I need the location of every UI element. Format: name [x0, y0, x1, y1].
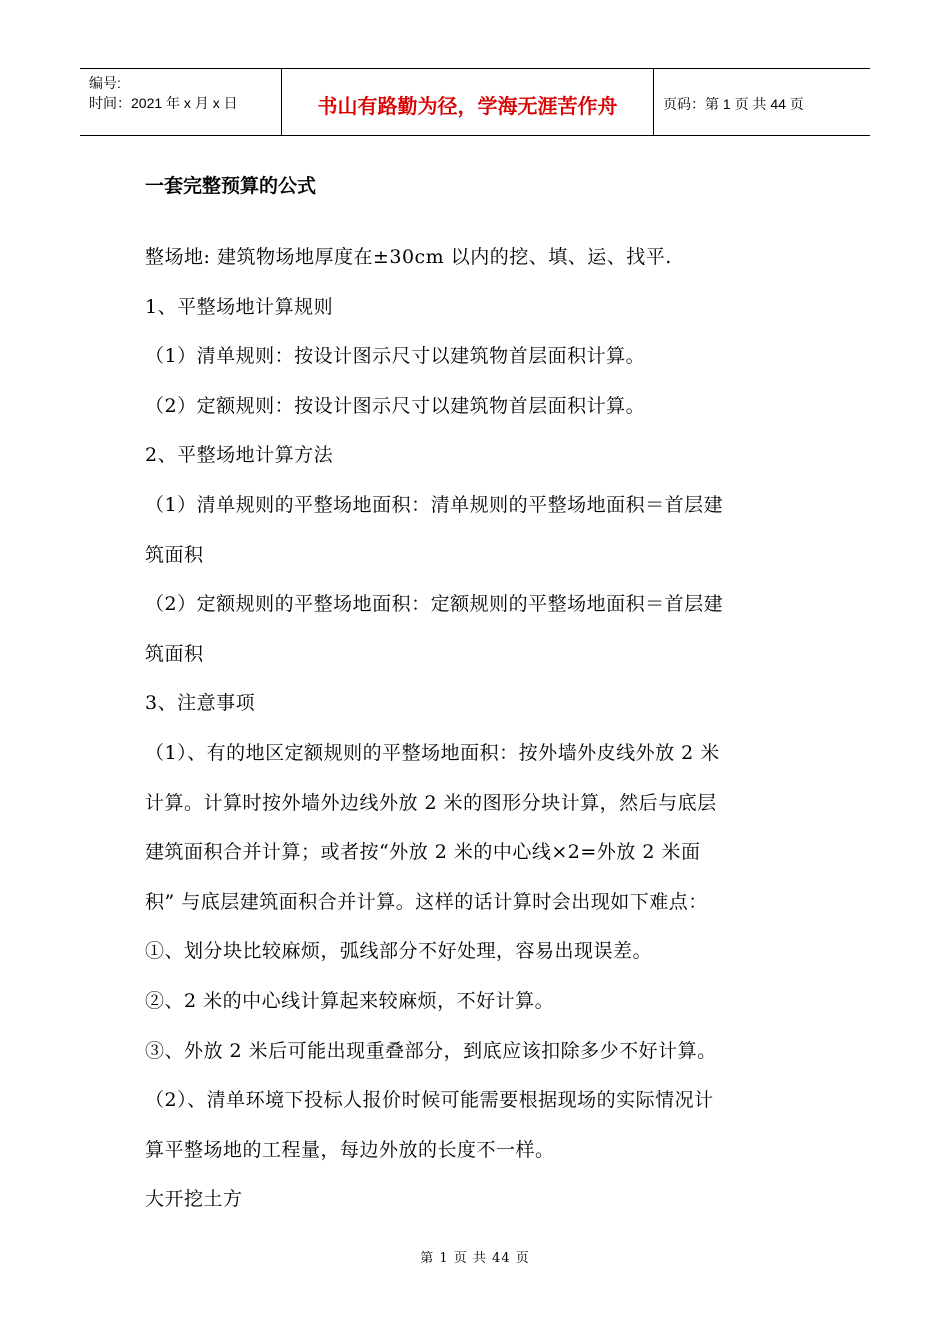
page-footer: 第 1 页 共 44 页 — [420, 1251, 530, 1266]
body-line: （2）、清单环境下投标人报价时候可能需要根据现场的实际情况计 — [145, 1089, 714, 1112]
header-page-info: 页码：第 1 页 共 44 页 — [663, 96, 804, 112]
time-label: 时间：2021 年 x 月 x 日 — [89, 95, 238, 111]
body-line: 1、平整场地计算规则 — [145, 295, 334, 318]
body-line: 算平整场地的工程量，每边外放的长度不一样。 — [145, 1138, 555, 1161]
header-meta — [80, 69, 282, 135]
body-line: 积” 与底层建筑面积合并计算。这样的话计算时会出现如下难点： — [145, 890, 708, 913]
body-line: ③、外放 2 米后可能出现重叠部分，到底应该扣除多少不好计算。 — [145, 1039, 717, 1062]
body-line: 筑面积 — [145, 543, 204, 566]
body-line: （1）清单规则的平整场地面积：清单规则的平整场地面积＝首层建 — [145, 493, 724, 516]
body-line: （2）定额规则：按设计图示尺寸以建筑物首层面积计算。 — [145, 394, 646, 417]
body-line: 3、注意事项 — [145, 692, 256, 715]
body-line: ①、划分块比较麻烦，弧线部分不好处理，容易出现误差。 — [145, 940, 653, 963]
body-line: 大开挖土方 — [145, 1188, 243, 1211]
document-body — [145, 233, 810, 1225]
body-line: 计算。计算时按外墙外边线外放 2 米的图形分块计算，然后与底层 — [145, 791, 717, 814]
serial-label: 编号: — [89, 75, 121, 91]
body-line: （2）定额规则的平整场地面积：定额规则的平整场地面积＝首层建 — [145, 593, 724, 616]
body-line: 建筑面积合并计算；或者按“外放 2 米的中心线×2=外放 2 米面 — [145, 841, 701, 864]
body-line: 整场地: 建筑物场地厚度在±30cm 以内的挖、填、运、找平. — [145, 246, 672, 268]
page-header — [80, 68, 870, 136]
body-line: 2、平整场地计算方法 — [145, 444, 334, 467]
body-line: （1）清单规则：按设计图示尺寸以建筑物首层面积计算。 — [145, 345, 646, 368]
body-line: （1）、有的地区定额规则的平整场地面积：按外墙外皮线外放 2 米 — [145, 741, 720, 764]
document-title: 一套完整预算的公式 — [145, 175, 317, 197]
body-line: ②、2 米的中心线计算起来较麻烦，不好计算。 — [145, 989, 555, 1012]
header-motto: 书山有路勤为径，学海无涯苦作舟 — [282, 69, 654, 135]
body-line: 筑面积 — [145, 642, 204, 665]
